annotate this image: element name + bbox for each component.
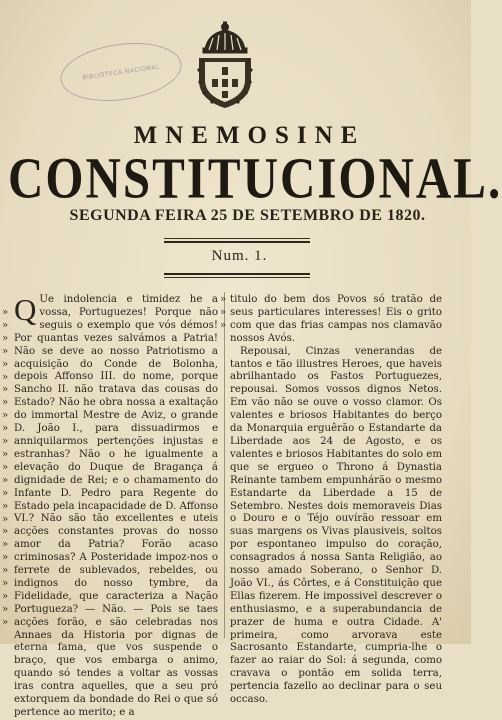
left-column-text: Ue indolencia e timidez he a vossa, Portuguezes! Porque não seguis o exemplo que vós démos! Por quantas vezes salvámos a Patria! Não se deve ao nosso Patriotismo a acquisição do Conde de Bolonha, depois Affonso III. do nome, porque Sancho II. não tratava das cousas do Estado? Não he obra nossa a exaltação do immortal Mestre de Aviz, o grande D. João I., para dissuadirmos e anniquilarmos pertenções injustas e estranhas? Não o he igualmente a elevação do Duque de Bragança á dignidade de Rei; e o chamamento do Infante D. Pedro para Regente do Estado pela incapacidade de D. Affonso VI.? Não são tão excellentes e uteis acções constantes provas do nosso amor da Patria? Forão acaso criminosas? A Posteridade impoz-nos o ferrete de sublevados, rebeldes, ou indignos do nosso tymbre, da Fidelidade, que caracteriza a Nação Portugueza? — Não. — Pois se taes acções forão, e são celebradas nos Annaes da Historia por dignas de eterna fama, que vos suspende o braço, que vos embarga o animo, quando só tendes a voltar as vossas iras contra aquelles, que a seu pró extorquem da bondade do Rei o que só pertence ao merito; e a (14, 294, 218, 718)
rule-top (164, 238, 310, 239)
rule-bottom (164, 277, 310, 278)
rule-bottom-thick (164, 273, 310, 275)
right-quote-marks: » » » (220, 294, 227, 331)
right-column-paragraph-1: titulo do bem dos Povos só tratão de seus particulares interesses! Eis o grito com que das frias campas nos clamavão nossos Avós. (230, 294, 442, 344)
drop-cap: Q (14, 292, 37, 327)
library-stamp-text: BIBLIOTECA NACIONAL (81, 63, 161, 81)
right-column-paragraph-2: Repousai, Cinzas venerandas de tantos e tão illustres Heroes, que haveis abrilhantado os Fastos Portuguezes, repousai. Somos vossos dignos Netos. Em vão não se ouve o vosso clamor. Os valentes e briosos Habitantes do berço da Monarquia erguêrão o Estandarte da Liberdade aos 24 de Agosto, e os valentes e briosos Habitantes do solo em que se ergueo o Throno á Dynastia Reinante tambem empunhárão o mesmo Estandarte da Liberdade a 15 de Setembro. Nestes dois memoraveis Dias o Douro e o Téjo ouvírão ressoar em suas margens os Vivas plausiveis, soltos por espontaneo impulso do coração, consagrados á nossa Santa Religião, ao nosso amado Soberano, o Senhor D. João VI., ás Côrtes, e á Constituição que Ellas fizerem. He impossivel descrever o enthusiasmo, e a superabundancia de prazer de huma e outra Cidade. A' primeira, como arvorava este Sacrosanto Estandarte, cumpria-lhe o fazer ao raiar do Sol: á segunda, como cravava o pontão em solida terra, pertencia fazello ao declinar para o seu occaso. (230, 345, 442, 706)
dateline: SEGUNDA FEIRA 25 DE SETEMBRO DE 1820. (69, 207, 426, 224)
rule-top-thick (164, 241, 310, 243)
library-stamp (57, 36, 186, 108)
article-right-column (230, 294, 442, 707)
title-line-2: CONSTITUCIONAL. (8, 145, 502, 211)
issue-number: Num. 1. (211, 248, 268, 264)
left-quote-marks: » » » » » » » » » » » » » » » » » » » » » » » » » (2, 307, 9, 628)
column-divider (224, 292, 225, 638)
article-left-column (14, 294, 218, 720)
title-line-1: MNEMOSINE (133, 122, 366, 149)
royal-coat-of-arms-icon (183, 20, 267, 110)
